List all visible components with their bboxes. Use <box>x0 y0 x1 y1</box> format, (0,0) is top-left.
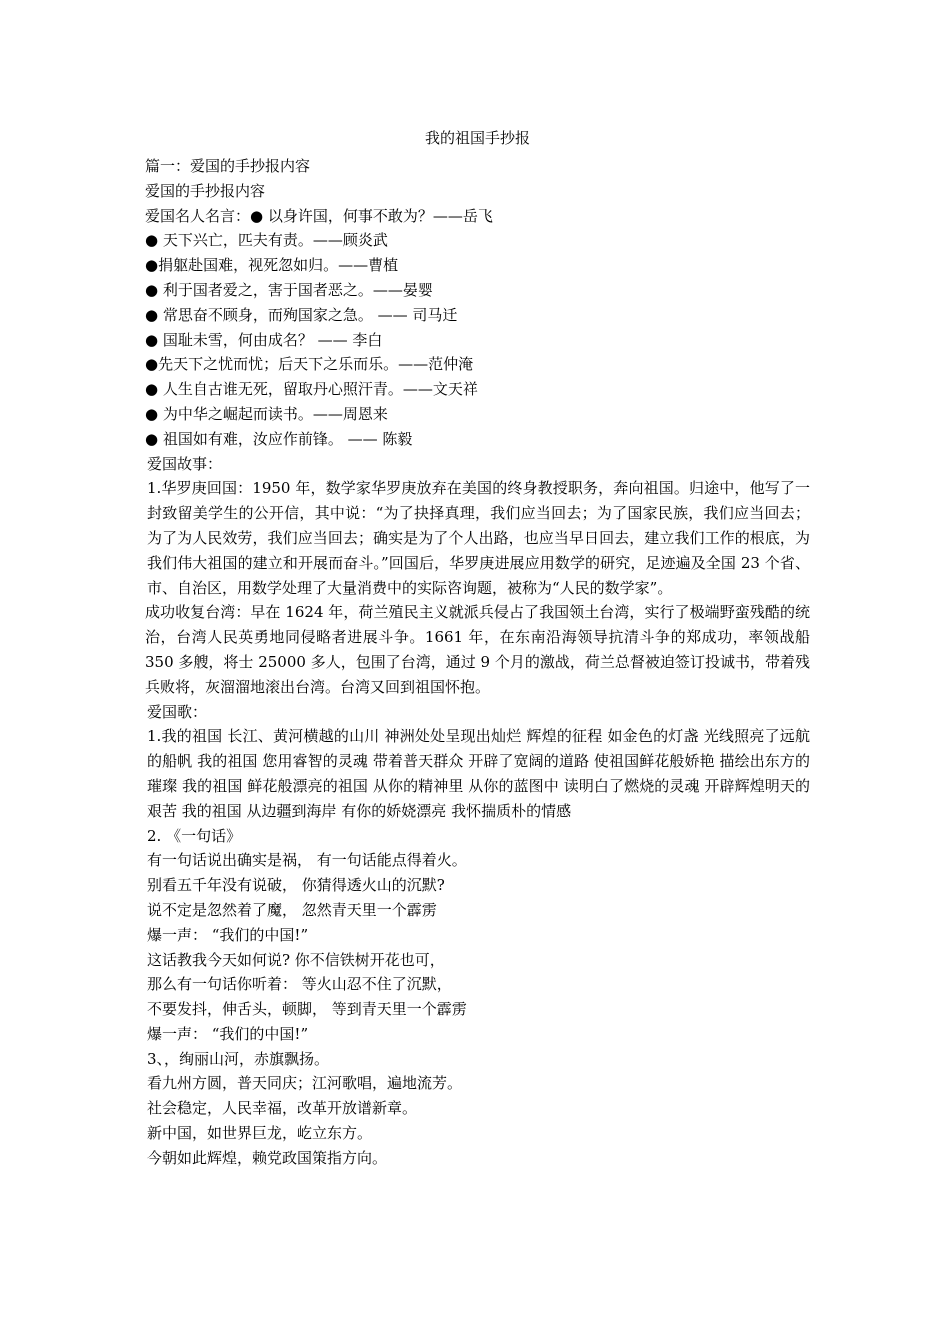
poem-line: 有一句话说出确实是祸， 有一句话能点得着火。 <box>147 851 467 870</box>
document-title: 我的祖国手抄报 <box>424 129 530 147</box>
song-my-motherland: 1.我的祖国 长江、黄河横越的山川 神洲处处呈现出灿烂 辉煌的征程 如金色的灯盏 光线照亮了远航的船帆 我的祖国 您用睿智的灵魂 带着普天群众 开辟了宽阔的道路 使祖国鲜花般娇艳 描绘出东方的璀璨 我的祖国 鲜花般漂亮的祖国 从你的精神里 从你的蓝图中 读明白了燃烧的灵魂 开辟辉煌明天的艰苦 我的祖国 从边疆到海岸 有你的娇娆漂亮 我怀揣质朴的情感 <box>147 727 810 820</box>
song-three-line: 今朝如此辉煌，赖党政国策指方向。 <box>147 1148 388 1167</box>
songs-heading: 爱国歌： <box>147 702 208 721</box>
poem-line: 爆一声： “我们的中国!” <box>147 925 309 944</box>
quote-item: ●先天下之忧而忧；后天下之乐而乐。——范仲淹 <box>145 355 474 374</box>
poem-body <box>145 848 810 1046</box>
stories-heading: 爱国故事： <box>147 454 223 473</box>
poem-line: 说不定是忽然着了魔， 忽然青天里一个霹雳 <box>147 900 437 919</box>
quote-item: ● 利于国者爱之，害于国者恶之。——晏婴 <box>145 280 433 299</box>
quote-item: ●捐躯赴国难，视死忽如归。——曹植 <box>145 256 399 275</box>
poem-line: 爆一声： “我们的中国!” <box>147 1024 309 1043</box>
poem-line: 不要发抖，伸舌头，顿脚， 等到青天里一个霹雳 <box>147 1000 467 1019</box>
song-three-line: 3、，绚丽山河，赤旗飘扬。 <box>147 1049 330 1068</box>
poem-line: 别看五千年没有说破， 你猜得透火山的沉默? <box>147 876 445 895</box>
quotes-intro: 爱国名人名言：● 以身许国，何事不敢为？——岳飞 <box>145 206 493 225</box>
quote-item: ● 人生自古谁无死，留取丹心照汗青。——文天祥 <box>145 380 478 399</box>
quote-item: ● 常思奋不顾身，而殉国家之急。 —— 司马迁 <box>145 305 458 324</box>
song-three-line: 看九州方圆，普天同庆；江河歌唱，遍地流芳。 <box>147 1074 463 1093</box>
song-three-line: 新中国，如世界巨龙，屹立东方。 <box>147 1124 373 1143</box>
subheading: 爱国的手抄报内容 <box>145 181 266 200</box>
poem-title: 2. 《一句话》 <box>147 826 242 845</box>
document-page <box>145 122 810 1171</box>
quote-item: ● 天下兴亡，匹夫有责。——顾炎武 <box>145 231 388 250</box>
quote-item: ● 为中华之崛起而读书。——周恩来 <box>145 404 388 423</box>
story-taiwan: 成功收复台湾：早在 1624 年，荷兰殖民主义就派兵侵占了我国领土台湾，实行了极端野蛮残酷的统治，台湾人民英勇地同侵略者进展斗争。1661 年，在东南沿海领导抗清斗争的郑成功，率领战船 350 多艘，将士 25000 多人，包围了台湾，通过 9 个月的激战，荷兰总督被迫签订投诚书，带着残兵败将，灰溜溜地滚出台湾。台湾又回到祖国怀抱。 <box>145 603 810 696</box>
quote-list <box>145 228 810 451</box>
song-three-line: 社会稳定，人民幸福，改革开放谱新章。 <box>147 1099 418 1118</box>
poem-line: 这话教我今天如何说? 你不信铁树开花也可， <box>147 950 445 969</box>
poem-line: 那么有一句话你听着： 等火山忍不住了沉默， <box>147 975 452 994</box>
section-heading: 篇一：爱国的手抄报内容 <box>145 157 311 175</box>
story-hua-luogeng: 1.华罗庚回国：1950 年，数学家华罗庚放弃在美国的终身教授职务，奔向祖国。归途中，他写了一封致留美学生的公开信，其中说：“为了抉择真理，我们应当回去；为了国家民族，我们应当回去；为了为人民效劳，我们应当回去；确实是为了个人出路，也应当早日回去，建立我们工作的根底，为我们伟大祖国的建立和开展而奋斗。”回国后，华罗庚进展应用数学的研究，足迹遍及全国 23 个省、市、自治区，用数学处理了大量消费中的实际咨询题，被称为“人民的数学家”。 <box>147 479 810 597</box>
quote-item: ● 国耻未雪，何由成名？ —— 李白 <box>145 330 383 349</box>
quote-item: ● 祖国如有难，汝应作前锋。 —— 陈毅 <box>145 429 413 448</box>
song-three <box>145 1047 810 1171</box>
